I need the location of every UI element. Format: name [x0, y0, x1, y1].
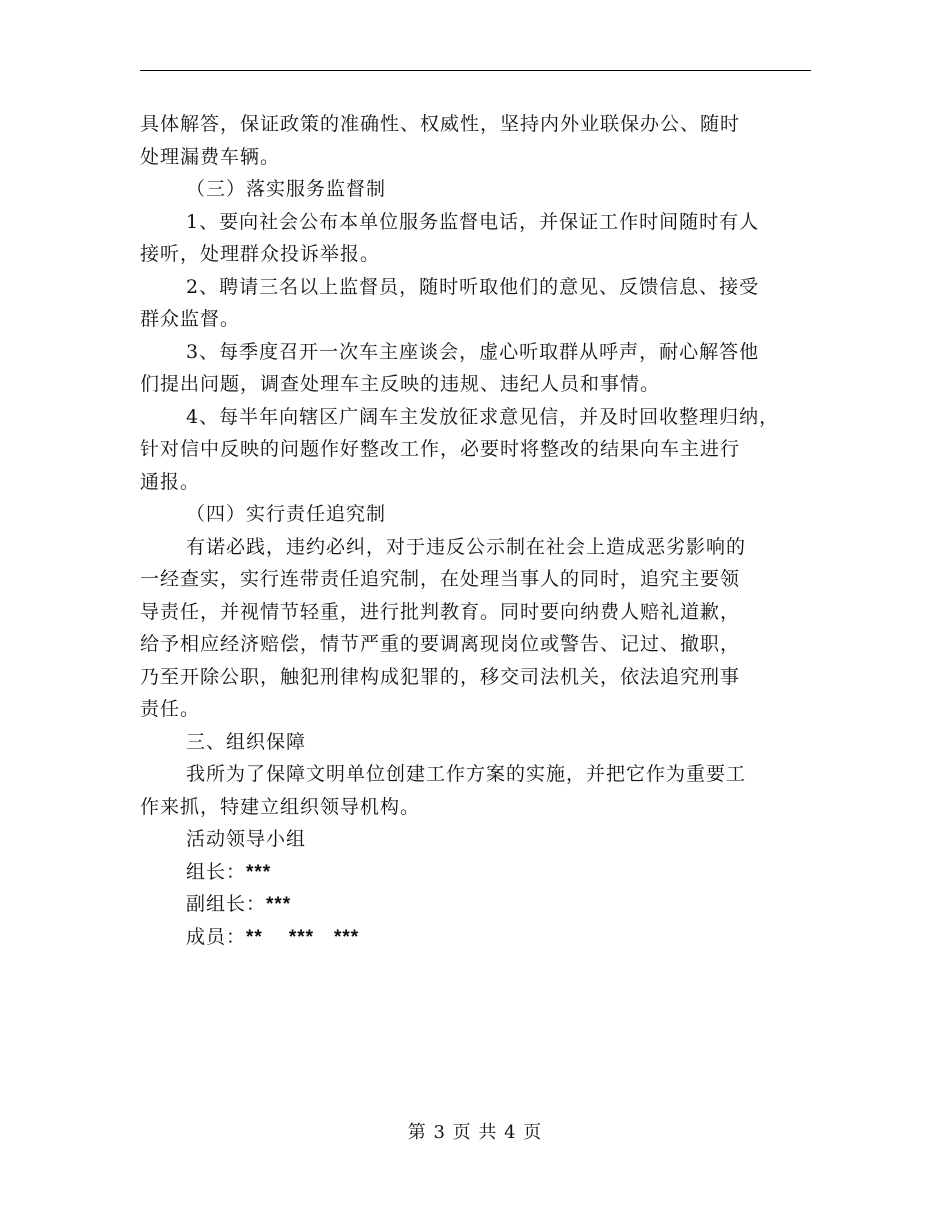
text-line: 一经查实，实行连带责任追究制，在处理当事人的同时，追究主要领 [140, 568, 741, 590]
text-line: 处理漏费车辆。 [140, 145, 281, 168]
header-rule [140, 70, 811, 71]
text-line: 具体解答，保证政策的准确性、权威性，坚持内外业联保办公、随时 [140, 113, 741, 135]
member-3: *** [334, 926, 360, 948]
text-line: 活动领导小组 [186, 828, 307, 850]
text-line: 接听，处理群众投诉举报。 [140, 243, 381, 265]
text-line: 3、每季度召开一次车主座谈会，虚心听取群从呼声，耐心解答他 [186, 340, 760, 363]
text-line: 三、组织保障 [186, 730, 307, 753]
paragraph-lines [140, 108, 820, 856]
deputy-label: 副组长： [186, 893, 267, 915]
leader-label: 组长： [186, 860, 247, 883]
leader-value: *** [246, 861, 272, 883]
deputy-value: *** [266, 894, 292, 915]
text-line: 通报。 [140, 470, 201, 493]
document-body [140, 108, 820, 953]
text-line: 导责任，并视情节轻重，进行批判教育。同时要向纳费人赔礼道歉， [140, 600, 741, 623]
text-line: 乃至开除公职，触犯刑律构成犯罪的，移交司法机关，依法追究刑事 [140, 665, 741, 688]
text-line: 有诺必践，违约必纠，对于违反公示制在社会上造成恶劣影响的 [186, 535, 747, 558]
members-label: 成员： [186, 925, 247, 948]
text-line: （四）实行责任追究制 [186, 503, 387, 525]
roster-leader [140, 856, 820, 889]
text-line: 2、聘请三名以上监督员，随时听取他们的意见、反馈信息、接受 [186, 275, 760, 298]
text-line: 们提出问题，调查处理车主反映的违规、违纪人员和事情。 [140, 373, 661, 395]
text-line: 4、每半年向辖区广阔车主发放征求意见信，并及时回收整理归纳， [186, 405, 780, 428]
text-line: 作来抓，特建立组织领导机构。 [140, 795, 421, 818]
roster-members [140, 921, 820, 954]
page-footer: 第 3 页 共 4 页 [407, 1122, 543, 1143]
text-line: （三）落实服务监督制 [186, 178, 387, 200]
text-line: 我所为了保障文明单位创建工作方案的实施，并把它作为重要工 [186, 763, 747, 785]
text-line: 针对信中反映的问题作好整改工作，必要时将整改的结果向车主进行 [140, 438, 741, 460]
text-line: 给予相应经济赔偿，情节严重的要调离现岗位或警告、记过、撤职， [140, 633, 741, 655]
roster-deputy [140, 888, 820, 921]
member-2: *** [288, 926, 314, 948]
text-line: 责任。 [140, 698, 201, 720]
text-line: 群众监督。 [140, 308, 241, 330]
text-line: 1、要向社会公布本单位服务监督电话，并保证工作时间随时有人 [186, 210, 760, 233]
member-1: ** [246, 926, 263, 948]
